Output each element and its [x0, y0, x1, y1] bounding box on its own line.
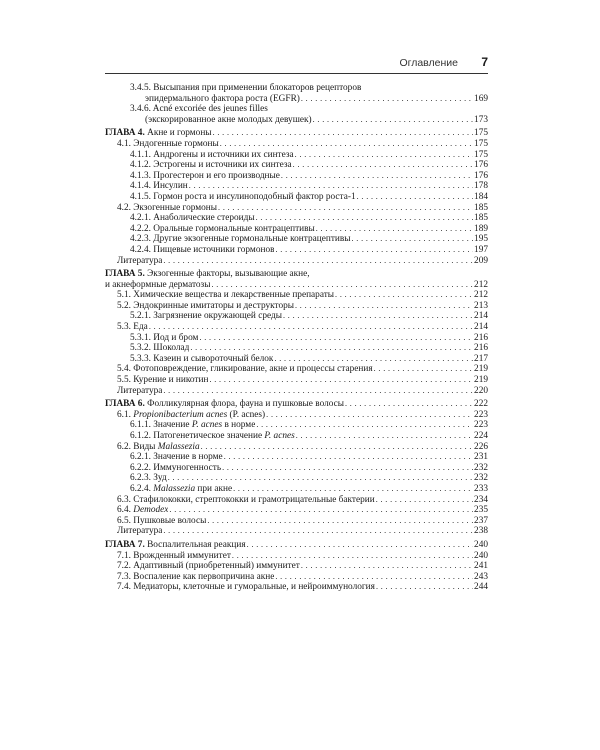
- toc-entry-title: [130, 333, 198, 344]
- toc-entry-title: [105, 269, 310, 280]
- dot-leader: [335, 290, 473, 301]
- toc-entry-title: [117, 256, 162, 267]
- toc-entry: [105, 442, 488, 453]
- toc-entry: [105, 484, 488, 495]
- toc-entry-text: 5.1. Химические вещества и лекарственные препараты: [117, 290, 335, 301]
- toc-entry: [105, 505, 488, 516]
- toc-entry-text: 5.5. Курение и никотин: [117, 375, 209, 386]
- toc-entry-text: Воспалительная реакция: [144, 539, 246, 550]
- toc-entry: [105, 94, 488, 105]
- toc-entry: [105, 354, 488, 365]
- toc-page-number: 212: [474, 290, 488, 301]
- toc-entry-title: [130, 224, 315, 235]
- toc-entry-text: 7.1. Врожденный иммунитет: [117, 550, 231, 561]
- toc-entry: [105, 171, 488, 182]
- dot-leader: [352, 234, 474, 245]
- toc-entry-text: 6.2. Виды: [117, 441, 158, 452]
- dot-leader: [209, 375, 473, 386]
- toc-page-number: 235: [474, 505, 488, 516]
- toc-entry-text: Литература: [117, 385, 163, 396]
- toc-entry-title: [145, 94, 300, 105]
- toc-entry-title: [117, 386, 162, 397]
- toc-entry-text: 5.3.3. Казеин и сывороточный белок: [130, 353, 274, 364]
- toc-entry-title: [117, 322, 148, 333]
- toc-entry-title: [117, 582, 375, 593]
- toc-page-number: 219: [474, 375, 488, 386]
- dot-leader: [301, 561, 473, 572]
- dot-leader: [295, 301, 473, 312]
- toc-entry-text: 5.3. Еда: [117, 322, 148, 333]
- toc-entry-text: 4.2.3. Другие экзогенные гормональные контрацептивы: [130, 234, 351, 245]
- toc-entry-text-suffix: в норме: [222, 420, 256, 431]
- chapter-label: ГЛАВА 6.: [105, 399, 145, 410]
- toc-entry: [105, 375, 488, 386]
- toc-entry-text: Акне и гормоны: [144, 128, 212, 139]
- chapter-label: ГЛАВА 7.: [105, 539, 145, 550]
- toc-page-number: 214: [474, 311, 488, 322]
- toc-page-number: 224: [474, 431, 488, 441]
- toc-entry-title: [105, 280, 210, 291]
- toc-entry: [105, 420, 488, 431]
- toc-entry-text-suffix: при акне: [195, 483, 233, 494]
- toc-entry-text: 4.2.2. Оральные гормональные контрацептивы: [130, 223, 315, 234]
- toc-entry-title: [130, 150, 294, 161]
- dot-leader: [357, 192, 473, 203]
- toc-entry: [105, 364, 488, 375]
- toc-entry-text: Экзогенные факторы, вызывающие акне,: [144, 269, 310, 280]
- toc-page-number: 189: [474, 223, 488, 234]
- dot-leader: [213, 128, 473, 139]
- toc-chapter-entry: [105, 399, 488, 410]
- toc-entry-title: [117, 551, 231, 562]
- dot-leader: [232, 551, 473, 562]
- toc-entry: [105, 473, 488, 484]
- dot-leader: [281, 171, 473, 182]
- toc-page-number: 178: [474, 181, 488, 192]
- toc-entry-text: 6.1.2. Патогенетическое значение: [130, 431, 265, 441]
- toc-entry: [105, 311, 488, 322]
- dot-leader: [211, 280, 473, 291]
- toc-entry-title: [117, 364, 373, 375]
- toc-page-number: 209: [474, 255, 488, 266]
- dot-leader: [222, 463, 473, 474]
- dot-leader: [247, 540, 473, 551]
- toc-entry-title: [130, 452, 223, 463]
- toc-entry: [105, 150, 488, 161]
- toc-entry: [105, 160, 488, 171]
- toc-entry-text: Литература: [117, 526, 163, 537]
- dot-leader: [190, 343, 473, 354]
- toc-entry: [105, 280, 488, 291]
- toc-entry-text-suffix: (P. acnes): [227, 409, 266, 420]
- toc-entry: [105, 516, 488, 527]
- toc-entry-title: [117, 203, 217, 214]
- toc-page-number: 169: [474, 93, 488, 104]
- toc-entry-title: [117, 561, 300, 572]
- dot-leader: [218, 203, 473, 214]
- toc-entry-italic: P. acnes: [264, 431, 295, 441]
- toc-page-number: 244: [474, 582, 488, 593]
- toc-entry: [105, 83, 488, 94]
- toc-entry-title: [130, 311, 282, 322]
- table-of-contents: [105, 83, 488, 593]
- toc-entry: [105, 452, 488, 463]
- toc-page-number: 233: [474, 483, 488, 494]
- toc-entry: [105, 224, 488, 235]
- toc-entry-title: [117, 572, 274, 583]
- toc-page-number: 176: [474, 160, 488, 171]
- toc-entry-text: 3.4.5. Высыпания при применении блокаторов рецепторов: [130, 83, 362, 93]
- toc-page-number: 185: [474, 202, 488, 213]
- toc-entry-title: [117, 495, 375, 506]
- toc-entry-title: [130, 181, 188, 192]
- toc-entry-text: 5.3.1. Йод и бром: [130, 332, 199, 343]
- dot-leader: [163, 386, 473, 397]
- dot-leader: [163, 256, 473, 267]
- toc-entry-italic: Demodex: [133, 505, 169, 516]
- toc-page-number: 175: [474, 128, 488, 139]
- toc-entry: [105, 551, 488, 562]
- toc-page-number: 173: [474, 114, 488, 125]
- toc-entry-title: [130, 171, 280, 182]
- dot-leader: [201, 442, 473, 453]
- toc-entry-text: 5.2. Эндокринные имитаторы и деструкторы: [117, 300, 294, 311]
- toc-entry: [105, 463, 488, 474]
- dot-leader: [295, 150, 473, 161]
- toc-entry-title: [130, 234, 351, 245]
- toc-entry: [105, 410, 488, 421]
- toc-entry-text: 4.1.1. Андрогены и источники их синтеза: [130, 149, 294, 160]
- toc-page-number: 223: [474, 409, 488, 420]
- toc-entry-text: 5.2.1. Загрязнение окружающей среды: [130, 311, 282, 322]
- dot-leader: [296, 431, 473, 442]
- toc-page-number: 222: [474, 399, 488, 410]
- toc-entry-text: (экскорированное акне молодых девушек): [145, 114, 312, 125]
- toc-page-number: 226: [474, 441, 488, 452]
- toc-chapter-entry: [105, 540, 488, 551]
- dot-leader: [275, 245, 473, 256]
- toc-entry: [105, 582, 488, 593]
- toc-entry-text: эпидермального фактора роста (EGFR): [145, 93, 300, 104]
- dot-leader: [316, 224, 473, 235]
- toc-entry-title: [105, 399, 344, 410]
- toc-entry-text: 4.2.1. Анаболические стероиды: [130, 213, 255, 224]
- toc-page-number: 238: [474, 526, 488, 537]
- toc-entry-title: [130, 431, 295, 442]
- toc-entry-title: [130, 354, 273, 365]
- toc-page-number: 231: [474, 452, 488, 463]
- toc-page-number: 214: [474, 322, 488, 333]
- toc-page-number: 197: [474, 244, 488, 255]
- toc-page-number: 223: [474, 420, 488, 431]
- toc-entry-title: [117, 290, 334, 301]
- toc-entry-text: 4.2. Экзогенные гормоны: [117, 202, 218, 213]
- toc-entry: [105, 290, 488, 301]
- toc-page-number: 240: [474, 539, 488, 550]
- toc-chapter-entry: [105, 128, 488, 139]
- toc-entry: [105, 234, 488, 245]
- toc-page-number: 219: [474, 364, 488, 375]
- toc-page-number: 232: [474, 473, 488, 484]
- toc-entry-title: [105, 128, 212, 139]
- dot-leader: [163, 526, 473, 537]
- toc-page-number: 175: [474, 138, 488, 149]
- toc-entry-title: [130, 83, 361, 94]
- toc-entry-italic: P. acnes: [191, 420, 223, 431]
- toc-page-number: 220: [474, 385, 488, 396]
- toc-entry-text: 6.4.: [117, 505, 134, 516]
- toc-entry-text: 6.3. Стафилококки, стрептококки и грамотрицательные бактерии: [117, 494, 375, 505]
- toc-page-number: 237: [474, 515, 488, 526]
- toc-entry: [105, 333, 488, 344]
- dot-leader: [224, 452, 473, 463]
- toc-entry: [105, 213, 488, 224]
- toc-entry-title: [130, 245, 274, 256]
- toc-entry-text: 4.1. Эндогенные гормоны: [117, 138, 219, 149]
- toc-entry: [105, 322, 488, 333]
- toc-page-number: 243: [474, 571, 488, 582]
- toc-page-number: 232: [474, 462, 488, 473]
- toc-entry-text: 5.3.2. Шоколад: [130, 343, 190, 354]
- toc-entry-text: 6.2.3. Зуд: [130, 473, 167, 484]
- dot-leader: [301, 94, 473, 105]
- toc-entry: [105, 245, 488, 256]
- toc-entry-text: 4.1.3. Прогестерон и его производные: [130, 170, 280, 181]
- dot-leader: [256, 213, 473, 224]
- toc-entry-title: [117, 139, 219, 150]
- toc-entry-title: [117, 505, 168, 516]
- dot-leader: [275, 572, 473, 583]
- toc-entry-text: и акнеформные дерматозы: [105, 279, 211, 290]
- toc-entry-text: 7.3. Воспаление как первопричина акне: [117, 571, 275, 582]
- toc-entry-title: [130, 192, 356, 203]
- toc-entry-title: [130, 484, 232, 495]
- dot-leader: [274, 354, 473, 365]
- toc-page-number: 216: [474, 332, 488, 343]
- toc-entry-italic: Propionibacterium acnes: [133, 409, 228, 420]
- chapter-label: ГЛАВА 4.: [105, 128, 145, 139]
- dot-leader: [283, 311, 473, 322]
- toc-entry-text: 7.2. Адаптивный (приобретенный) иммунитет: [117, 561, 300, 572]
- dot-leader: [199, 333, 473, 344]
- dot-leader: [220, 139, 473, 150]
- toc-entry-italic: Malassezia: [157, 441, 200, 452]
- toc-entry-title: [130, 473, 167, 484]
- toc-entry-italic: Malassezia: [153, 483, 196, 494]
- toc-page-number: 234: [474, 494, 488, 505]
- dot-leader: [233, 484, 473, 495]
- toc-entry-title: [117, 526, 162, 537]
- toc-entry-text: 6.1.: [117, 409, 134, 420]
- toc-entry: [105, 526, 488, 537]
- dot-leader: [168, 473, 473, 484]
- toc-entry-text: Литература: [117, 255, 163, 266]
- toc-entry: [105, 256, 488, 267]
- dot-leader: [169, 505, 473, 516]
- dot-leader: [293, 160, 473, 171]
- toc-entry: [105, 203, 488, 214]
- toc-chapter-entry: [105, 269, 488, 280]
- toc-entry: [105, 181, 488, 192]
- toc-entry-text: 3.4.6. Acné excoriée des jeunes filles: [130, 104, 268, 115]
- dot-leader: [376, 495, 473, 506]
- toc-entry: [105, 192, 488, 203]
- toc-entry-title: [130, 463, 221, 474]
- toc-entry-text: 4.2.4. Пищевые источники гормонов: [130, 244, 275, 255]
- toc-page-number: 185: [474, 213, 488, 224]
- dot-leader: [266, 410, 473, 421]
- toc-entry-title: [145, 115, 312, 126]
- toc-entry-text: 4.1.2. Эстрогены и источники их синтеза: [130, 160, 292, 171]
- toc-entry: [105, 561, 488, 572]
- toc-entry: [105, 386, 488, 397]
- toc-entry: [105, 115, 488, 126]
- dot-leader: [189, 181, 473, 192]
- toc-page-number: 241: [474, 561, 488, 572]
- toc-entry-title: [117, 301, 294, 312]
- dot-leader: [207, 516, 473, 527]
- toc-entry: [105, 104, 488, 115]
- toc-page-number: 212: [474, 279, 488, 290]
- toc-entry-text: Фолликулярная флора, фауна и пушковые волосы: [144, 399, 344, 410]
- dot-leader: [256, 420, 473, 431]
- toc-entry: [105, 343, 488, 354]
- dot-leader: [345, 399, 473, 410]
- dot-leader: [376, 582, 473, 593]
- dot-leader: [374, 364, 473, 375]
- toc-entry-title: [117, 410, 265, 421]
- toc-entry-text: 6.2.1. Значение в норме: [130, 452, 223, 463]
- toc-page-number: 176: [474, 170, 488, 181]
- toc-entry-text: 6.1.1. Значение: [130, 420, 192, 431]
- toc-entry-title: [130, 343, 189, 354]
- chapter-label: ГЛАВА 5.: [105, 269, 145, 280]
- toc-entry-title: [105, 540, 246, 551]
- toc-entry-title: [130, 213, 255, 224]
- toc-entry-text: 4.1.5. Гормон роста и инсулиноподобный фактор роста-1: [130, 191, 356, 202]
- toc-entry: [105, 139, 488, 150]
- toc-page-number: 184: [474, 191, 488, 202]
- toc-entry-text: 6.5. Пушковые волосы: [117, 515, 207, 526]
- toc-entry: [105, 431, 488, 442]
- toc-entry: [105, 301, 488, 312]
- toc-entry-title: [130, 160, 292, 171]
- running-header: [105, 55, 488, 74]
- toc-entry: [105, 572, 488, 583]
- toc-page-number: 213: [474, 300, 488, 311]
- dot-leader: [149, 322, 473, 333]
- page-number: 7: [481, 55, 488, 69]
- toc-entry-text: 7.4. Медиаторы, клеточные и гуморальные, и нейроиммунология: [117, 582, 375, 593]
- toc-page-number: 195: [474, 234, 488, 245]
- toc-entry-title: [130, 104, 268, 115]
- toc-page-number: 240: [474, 550, 488, 561]
- toc-entry-text: 6.2.4.: [130, 483, 154, 494]
- toc-page-number: 216: [474, 343, 488, 354]
- toc-page-number: 217: [474, 353, 488, 364]
- toc-entry-text: 5.4. Фотоповреждение, гликирование, акне и процессы старения: [117, 364, 373, 375]
- toc-entry-title: [117, 442, 200, 453]
- toc-entry-text: 6.2.2. Иммуногенность: [130, 462, 222, 473]
- toc-entry-text: 4.1.4. Инсулин: [130, 181, 188, 192]
- toc-entry-title: [117, 516, 206, 527]
- toc-entry-title: [117, 375, 208, 386]
- header-title: Оглавление: [399, 57, 458, 69]
- dot-leader: [313, 115, 473, 126]
- toc-page-number: 175: [474, 149, 488, 160]
- toc-entry-title: [130, 420, 255, 431]
- toc-entry: [105, 495, 488, 506]
